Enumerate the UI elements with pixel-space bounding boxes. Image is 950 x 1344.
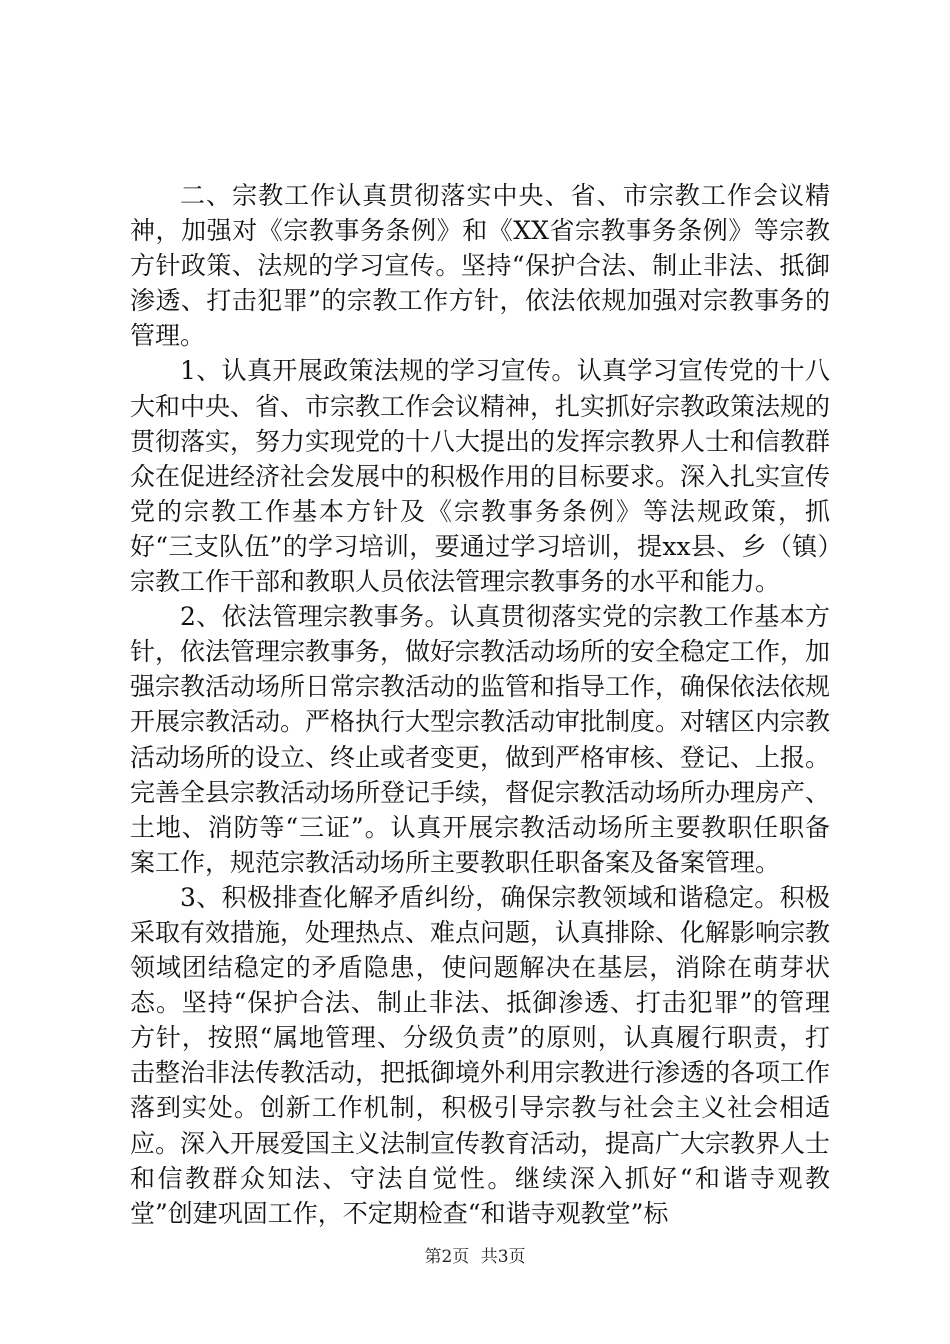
paragraph-dispute-resolution: 3、积极排查化解矛盾纠纷，确保宗教领域和谐稳定。积极采取有效措施，处理热点、难点问题，认真排除、化解影响宗教领域团结稳定的矛盾隐患，使问题解决在基层，消除在萌芽状态。坚持“保护合法、制止非法、抵御渗透、打击犯罪”的管理方针，按照“属地管理、分级负责”的原则，认真履行职责，打击整治非法传教活动，把抵御境外利用宗教进行渗透的各项工作落到实处。创新工作机制，积极引导宗教与社会主义社会相适应。深入开展爱国主义法制宣传教育活动，提高广大宗教界人士和信教群众知法、守法自觉性。继续深入抓好“和谐寺观教堂”创建巩固工作，不定期检查“和谐寺观教堂”标: [130, 882, 831, 1228]
paragraph-lawful-management: 2、依法管理宗教事务。认真贯彻落实党的宗教工作基本方针，依法管理宗教事务，做好宗教活动场所的安全稳定工作，加强宗教活动场所日常宗教活动的监管和指导工作，确保依法依规开展宗教活动。严格执行大型宗教活动审批制度。对辖区内宗教活动场所的设立、终止或者变更，做到严格审核、登记、上报。完善全县宗教活动场所登记手续，督促宗教活动场所办理房产、土地、消防等“三证”。认真开展宗教活动场所主要教职任职备案工作，规范宗教活动场所主要教职任职备案及备案管理。: [130, 602, 831, 877]
document-body: [130, 178, 830, 1231]
paragraph-religious-work-overview: 二、宗教工作认真贯彻落实中央、省、市宗教工作会议精神，加强对《宗教事务条例》和《XX省宗教事务条例》等宗教方针政策、法规的学习宣传。坚持“保护合法、制止非法、抵御渗透、打击犯罪”的宗教工作方针，依法依规加强对宗教事务的管理。: [130, 181, 830, 351]
page-number-total: 共3页: [480, 1247, 526, 1267]
paragraph-policy-study: 1、认真开展政策法规的学习宣传。认真学习宣传党的十八大和中央、省、市宗教工作会议精神，扎实抓好宗教政策法规的贯彻落实，努力实现党的十八大提出的发挥宗教界人士和信教群众在促进经济社会发展中的积极作用的目标要求。深入扎实宣传党的宗教工作基本方针及《宗教事务条例》等法规政策，抓好“三支队伍”的学习培训，要通过学习培训，提xx县、乡（镇）宗教工作干部和教职人员依法管理宗教事务的水平和能力。: [130, 356, 831, 597]
page-footer: [0, 1246, 950, 1268]
page-number-current: 第2页: [424, 1247, 470, 1267]
